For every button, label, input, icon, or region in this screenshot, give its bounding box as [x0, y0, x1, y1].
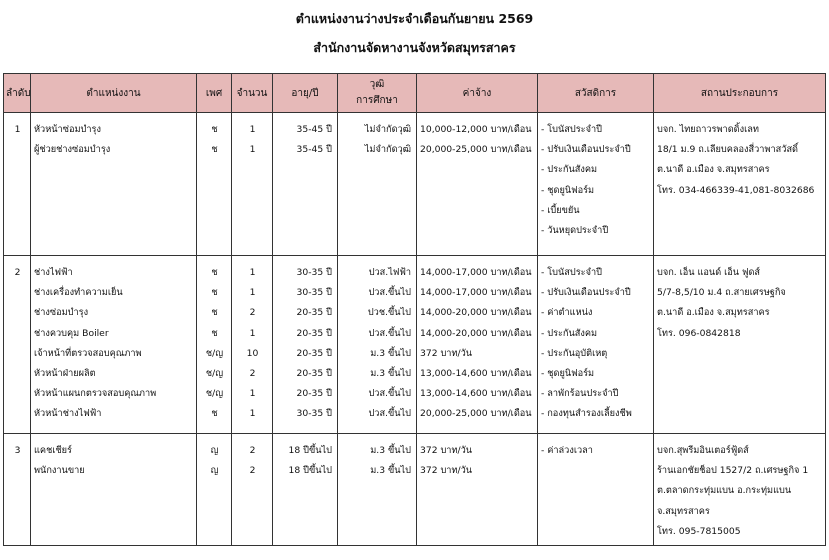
company-line: ร้านเอกชัยช็อป 1527/2 ถ.เศรษฐกิจ 1	[657, 465, 809, 477]
col-header-wage: ค่าจ้าง	[417, 74, 538, 113]
wage: 14,000-20,000 บาท/เดือน	[420, 327, 532, 339]
company-line: บจก. เอ็น แอนด์ เอ็น ฟูดส์	[657, 267, 761, 278]
position: ช่างซ่อมบำรุง	[34, 307, 89, 319]
education: ปวส.ไฟฟ้า	[368, 267, 411, 278]
age: 20-35 ปี	[296, 368, 332, 380]
col-header-benefits: สวัสดิการ	[538, 74, 654, 113]
position-cell	[31, 113, 197, 256]
position: หัวหน้าแผนกตรวจสอบคุณภาพ	[34, 388, 157, 400]
age: 30-35 ปี	[296, 287, 332, 299]
col-header-gender: เพศ	[197, 74, 232, 113]
gender: ช	[211, 307, 218, 319]
count-cell	[232, 113, 273, 256]
position: ช่างไฟฟ้า	[34, 267, 73, 278]
row-number	[4, 434, 31, 546]
age-cell	[273, 434, 338, 546]
table-row	[4, 113, 826, 256]
gender: ช	[211, 144, 218, 156]
position: ช่างเครื่องทำความเย็น	[34, 287, 123, 299]
wage: 20,000-25,000 บาท/เดือน	[420, 408, 532, 420]
col-header-position: ตำแหน่งงาน	[31, 74, 197, 113]
row-number-text: 3	[14, 445, 21, 456]
position: ผู้ช่วยช่างซ่อมบำรุง	[34, 144, 111, 156]
wage: 14,000-20,000 บาท/เดือน	[420, 307, 532, 319]
company-line-cell	[654, 113, 826, 256]
benefit-cell	[538, 434, 654, 546]
company-line: 18/1 ม.9 ถ.เลียบคลองสี่วาพาสวัสดิ์	[657, 144, 799, 156]
benefit: - โบนัสประจำปี	[541, 124, 602, 135]
benefit: - ชุดยูนิฟอร์ม	[541, 184, 595, 196]
benefit: - ปรับเงินเดือนประจำปี	[541, 144, 631, 156]
education: ม.3 ขึ้นไป	[370, 445, 411, 456]
count-cell	[232, 256, 273, 434]
gender: ช	[211, 124, 218, 135]
gender: ญ	[210, 445, 219, 456]
table-row	[4, 256, 826, 434]
education: ปวส.ขึ้นไป	[368, 287, 411, 299]
job-vacancy-table	[3, 73, 826, 546]
age: 20-35 ปี	[296, 388, 332, 400]
count: 1	[249, 144, 256, 156]
position: แคชเชียร์	[34, 445, 72, 456]
education-cell	[338, 256, 417, 434]
education: ปวส.ขึ้นไป	[368, 388, 411, 400]
count: 2	[249, 368, 256, 380]
benefit-cell	[538, 256, 654, 434]
benefit: - ประกันอุบัติเหตุ	[541, 347, 608, 359]
company-line: 5/7-8,5/10 ม.4 ถ.สายเศรษฐกิจ	[657, 287, 786, 299]
count: 2	[249, 465, 256, 477]
company-line: บจก. ไทยถาวรพาดดิ้งเลท	[657, 124, 759, 135]
position: หัวหน้าซ่อมบำรุง	[34, 124, 101, 135]
benefit: - โบนัสประจำปี	[541, 267, 602, 278]
col-header-count: จำนวน	[232, 74, 273, 113]
position: หัวหน้าช่างไฟฟ้า	[34, 408, 102, 420]
wage: 10,000-12,000 บาท/เดือน	[420, 124, 532, 135]
education: ไม่จำกัดวุฒิ	[364, 144, 411, 156]
col-header-education	[338, 74, 417, 113]
education: ปวช.ขึ้นไป	[367, 307, 411, 319]
age: 20-35 ปี	[296, 327, 332, 339]
education: ม.3 ขึ้นไป	[370, 465, 411, 477]
benefit: - เบี้ยขยัน	[541, 204, 580, 216]
company-line: โทร. 095-7815005	[657, 525, 741, 537]
wage: 372 บาท/วัน	[420, 465, 473, 477]
row-number-text: 2	[14, 267, 21, 278]
benefit: - ลาพักร้อนประจำปี	[541, 388, 619, 400]
company-line-cell	[654, 256, 826, 434]
position-cell	[31, 434, 197, 546]
education: ม.3 ขึ้นไป	[370, 368, 411, 380]
benefit: - วันหยุดประจำปี	[541, 225, 609, 237]
page-title: ตำแหน่งงานว่างประจำเดือนกันยายน 2569	[295, 11, 534, 26]
benefit: - ปรับเงินเดือนประจำปี	[541, 287, 631, 299]
col-header-education-line2: การศึกษา	[356, 95, 398, 106]
wage: 20,000-25,000 บาท/เดือน	[420, 144, 532, 156]
gender-cell	[197, 113, 232, 256]
age: 18 ปีขึ้นไป	[288, 465, 332, 477]
age-cell	[273, 113, 338, 256]
education-cell	[338, 434, 417, 546]
wage-cell	[417, 113, 538, 256]
count: 1	[249, 124, 256, 135]
gender: ช	[211, 267, 218, 278]
company-line: โทร. 096-0842818	[657, 327, 741, 339]
benefit: - กองทุนสำรองเลี้ยงชีพ	[541, 408, 632, 420]
col-header-no: ลำดับ	[4, 74, 31, 113]
gender: ช/ญ	[205, 368, 224, 380]
page-subtitle: สำนักงานจัดหางานจังหวัดสมุทรสาคร	[313, 40, 516, 55]
count: 1	[249, 267, 256, 278]
gender-cell	[197, 256, 232, 434]
count: 1	[249, 327, 256, 339]
position: หัวหน้าฝ่ายผลิต	[34, 368, 96, 380]
wage: 13,000-14,600 บาท/เดือน	[420, 388, 532, 400]
gender: ช	[211, 287, 218, 299]
row-number	[4, 113, 31, 256]
count: 2	[249, 307, 256, 319]
count: 2	[249, 445, 256, 456]
col-header-education-line1: วุฒิ	[369, 79, 385, 90]
company-line-cell	[654, 434, 826, 546]
position: เจ้าหน้าที่ตรวจสอบคุณภาพ	[34, 347, 142, 359]
benefit: - ชุดยูนิฟอร์ม	[541, 368, 595, 380]
age: 30-35 ปี	[296, 408, 332, 420]
wage: 14,000-17,000 บาท/เดือน	[420, 287, 532, 299]
wage-cell	[417, 256, 538, 434]
company-line: ต.นาดี อ.เมือง จ.สมุทรสาคร	[657, 164, 770, 176]
education: ไม่จำกัดวุฒิ	[364, 124, 411, 135]
count-cell	[232, 434, 273, 546]
position: พนักงานขาย	[34, 465, 85, 477]
gender: ช	[211, 408, 218, 420]
age: 35-45 ปี	[296, 144, 332, 156]
age: 20-35 ปี	[296, 307, 332, 319]
benefit-cell	[538, 113, 654, 256]
benefit: - ประกันสังคม	[541, 327, 598, 339]
benefit: - ค่าล่วงเวลา	[541, 445, 593, 456]
position-cell	[31, 256, 197, 434]
benefit: - ค่าตำแหน่ง	[541, 307, 593, 319]
col-header-age: อายุ/ปี	[273, 74, 338, 113]
company-line: ต.นาดี อ.เมือง จ.สมุทรสาคร	[657, 307, 770, 319]
company-line: จ.สมุทรสาคร	[657, 505, 710, 517]
row-number-text: 1	[14, 124, 21, 135]
age: 18 ปีขึ้นไป	[288, 445, 332, 456]
gender: ญ	[210, 465, 219, 477]
position: ช่างควบคุม Boiler	[34, 327, 109, 339]
company-line: ต.ตลาดกระทุ่มแบน อ.กระทุ่มแบน	[657, 485, 792, 497]
gender: ช/ญ	[205, 388, 224, 400]
company-line: โทร. 034-466339-41,081-8032686	[657, 184, 815, 196]
age: 30-35 ปี	[296, 267, 332, 278]
wage-cell	[417, 434, 538, 546]
age: 35-45 ปี	[296, 124, 332, 135]
age: 20-35 ปี	[296, 347, 332, 359]
table-row	[4, 434, 826, 546]
gender: ช	[211, 327, 218, 339]
education-cell	[338, 113, 417, 256]
gender-cell	[197, 434, 232, 546]
count: 1	[249, 408, 256, 420]
wage: 13,000-14,600 บาท/เดือน	[420, 368, 532, 380]
education: ปวส.ขึ้นไป	[368, 408, 411, 420]
age-cell	[273, 256, 338, 434]
header-row	[4, 74, 826, 113]
education: ปวส.ขึ้นไป	[368, 327, 411, 339]
count: 10	[246, 347, 259, 359]
count: 1	[249, 388, 256, 400]
col-header-company: สถานประกอบการ	[654, 74, 826, 113]
wage: 14,000-17,000 บาท/เดือน	[420, 267, 532, 278]
row-number	[4, 256, 31, 434]
wage: 372 บาท/วัน	[420, 445, 473, 456]
gender: ช/ญ	[205, 347, 224, 359]
benefit: - ประกันสังคม	[541, 164, 598, 176]
education: ม.3 ขึ้นไป	[370, 347, 411, 359]
count: 1	[249, 287, 256, 299]
wage: 372 บาท/วัน	[420, 347, 473, 359]
company-line: บจก.สุพรีมอินเตอร์ฟู้ดส์	[657, 445, 749, 456]
